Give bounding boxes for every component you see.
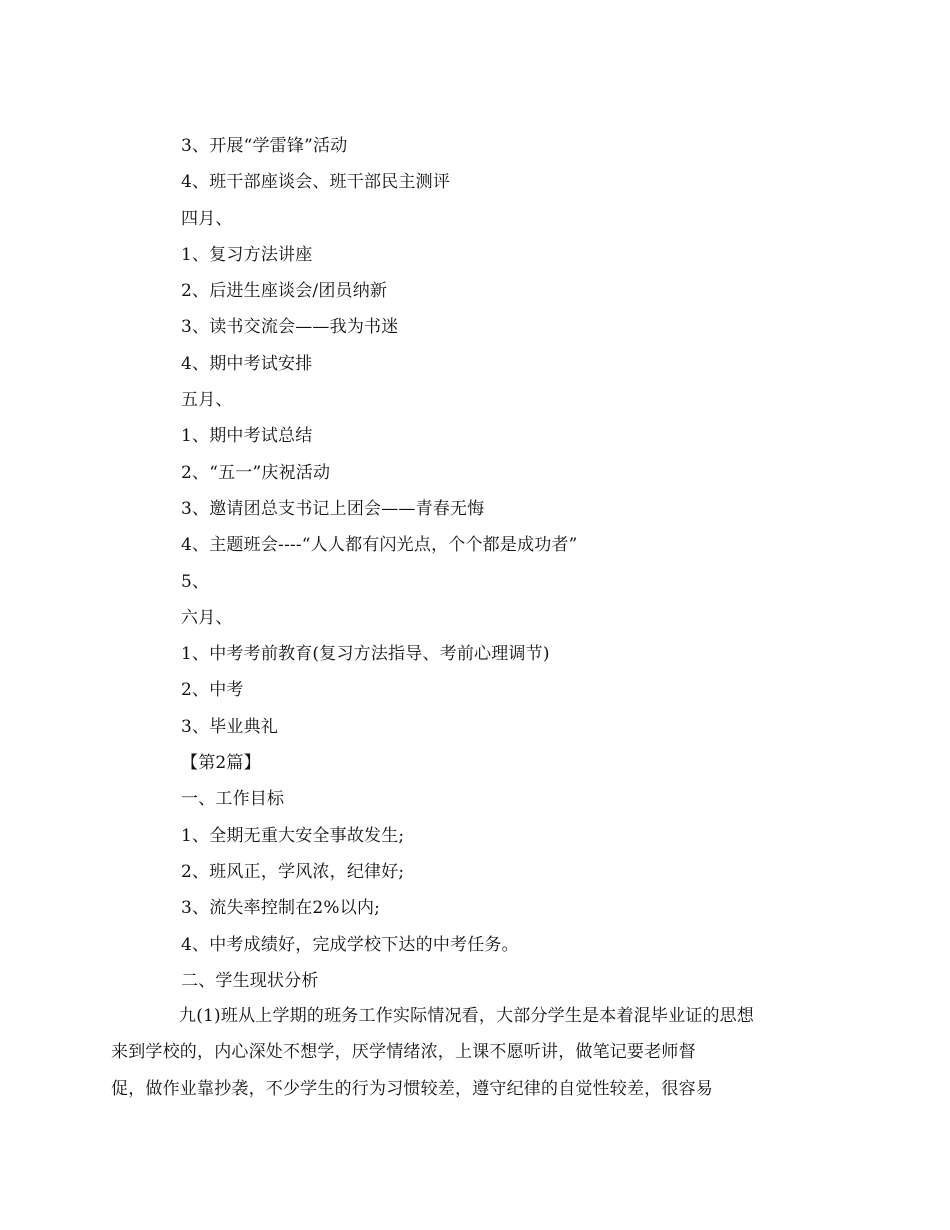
text-line: 1、全期无重大安全事故发生;	[181, 825, 405, 846]
text-line: 2、后进生座谈会/团员纳新	[181, 281, 388, 302]
text-line: 4、期中考试安排	[181, 353, 313, 374]
text-line: 1、期中考试总结	[181, 426, 313, 447]
text-line: 4、班干部座谈会、班干部民主测评	[181, 172, 451, 193]
text-line: 3、开展“学雷锋”活动	[181, 136, 348, 156]
month-heading: 六月、	[181, 607, 233, 628]
section-heading: 一、工作目标	[181, 789, 285, 810]
text-line: 3、邀请团总支书记上团会——青春无悔	[181, 498, 485, 519]
text-line: 1、中考考前教育(复习方法指导、考前心理调节)	[181, 644, 550, 665]
text-line: 4、中考成绩好，完成学校下达的中考任务。	[181, 934, 519, 955]
text-line: 2、中考	[181, 680, 244, 701]
plan-list	[181, 128, 821, 999]
paragraph-line: 九(1)班从上学期的班务工作实际情况看，大部分学生是本着混毕业证的思想	[179, 1006, 755, 1026]
paragraph-line: 促，做作业靠抄袭，不少学生的行为习惯较差，遵守纪律的自觉性较差，很容易	[111, 1078, 713, 1099]
text-line: 3、流失率控制在2%以内;	[181, 898, 381, 919]
month-heading: 四月、	[181, 208, 233, 229]
text-line: 2、班风正，学风浓，纪律好;	[181, 861, 405, 882]
text-line: 3、读书交流会——我为书迷	[181, 317, 399, 338]
analysis-paragraph	[111, 998, 810, 1107]
month-heading: 五月、	[181, 390, 233, 411]
text-line: 3、毕业典礼	[181, 716, 279, 737]
section-heading: 【第2篇】	[181, 753, 261, 774]
text-line: 5、	[181, 571, 210, 592]
paragraph-line: 来到学校的，内心深处不想学，厌学情绪浓，上课不愿听讲，做笔记要老师督	[111, 1042, 696, 1063]
text-line: 4、主题班会----“人人都有闪光点，个个都是成功者”	[181, 535, 578, 556]
text-line: 2、“五一”庆祝活动	[181, 462, 331, 483]
text-line: 1、复习方法讲座	[181, 244, 313, 265]
section-heading: 二、学生现状分析	[181, 970, 319, 991]
